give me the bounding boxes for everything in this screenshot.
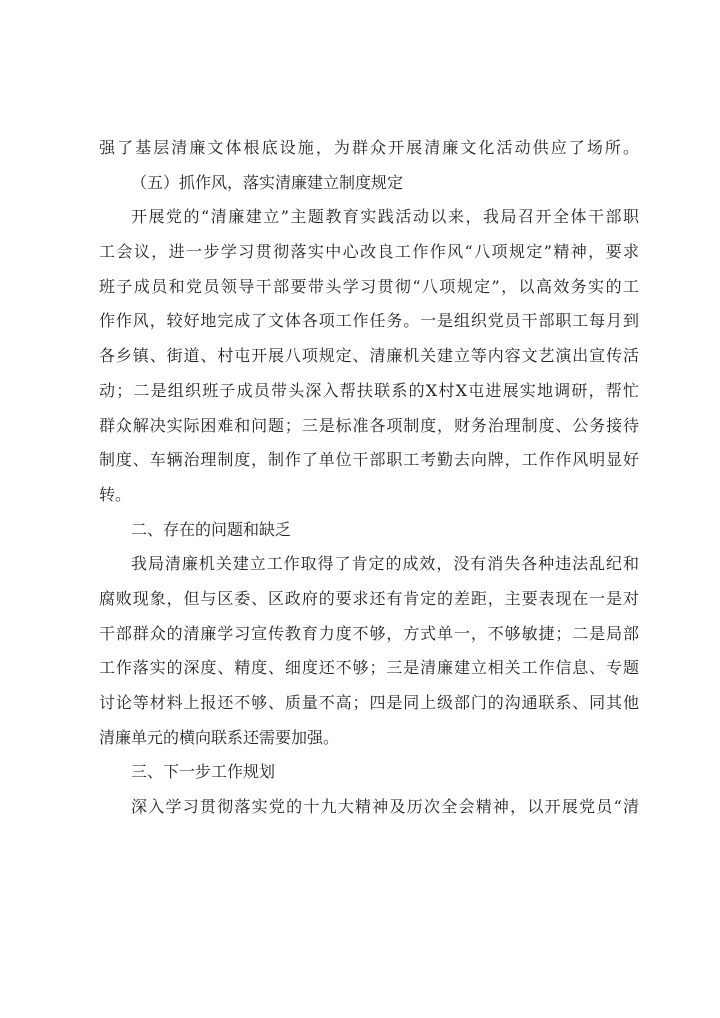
paragraph-line: 开展党的“清廉建立”主题教育实践活动以来，我局召开全体干部职: [131, 207, 639, 227]
paragraph-line: 强了基层清廉文体根底设施，为群众开展清廉文化活动供应了场所。: [99, 138, 639, 157]
section-heading: 三、下一步工作规划: [131, 762, 276, 782]
paragraph-line: 转。: [99, 484, 132, 504]
paragraph-line: 我局清廉机关建立工作取得了肯定的成效，没有消失各种违法乱纪和: [131, 554, 639, 574]
document-body: [99, 131, 639, 825]
paragraph-line: 班子成员和党员领导干部要带头学习贯彻“八项规定”，以高效务实的工: [99, 276, 639, 296]
paragraph-line: 工作落实的深度、精度、细度还不够；三是清廉建立相关工作信息、专题: [99, 658, 639, 678]
section-heading: （五）抓作风，落实清廉建立制度规定: [131, 172, 404, 192]
paragraph-line: 工会议，进一步学习贯彻落实中心改良工作作风“八项规定”精神，要求: [99, 242, 639, 262]
paragraph-line: 讨论等材料上报还不够、质量不高；四是同上级部门的沟通联系、同其他: [99, 693, 639, 712]
paragraph-line: 动；二是组织班子成员带头深入帮扶联系的X村X屯进展实地调研，帮忙: [99, 380, 639, 400]
paragraph-line: 群众解决实际困难和问题；三是标准各项制度，财务治理制度、公务接待: [99, 415, 639, 435]
paragraph-line: 制度、车辆治理制度，制作了单位干部职工考勤去向牌，工作作风明显好: [99, 450, 639, 470]
paragraph-line: 各乡镇、街道、村屯开展八项规定、清廉机关建立等内容文艺演出宣传活: [99, 346, 639, 366]
paragraph-line: 作作风，较好地完成了文体各项工作任务。一是组织党员干部职工每月到: [99, 311, 639, 331]
paragraph-line: 腐败现象，但与区委、区政府的要求还有肯定的差距，主要表现在一是对: [99, 588, 639, 608]
section-heading: 二、存在的问题和缺乏: [131, 519, 292, 539]
paragraph-line: 干部群众的清廉学习宣传教育力度不够，方式单一，不够敏捷；二是局部: [99, 623, 639, 643]
paragraph-line: 清廉单元的横向联系还需要加强。: [99, 727, 340, 747]
paragraph-line: 深入学习贯彻落实党的十九大精神及历次全会精神，以开展党员“清: [131, 797, 639, 817]
